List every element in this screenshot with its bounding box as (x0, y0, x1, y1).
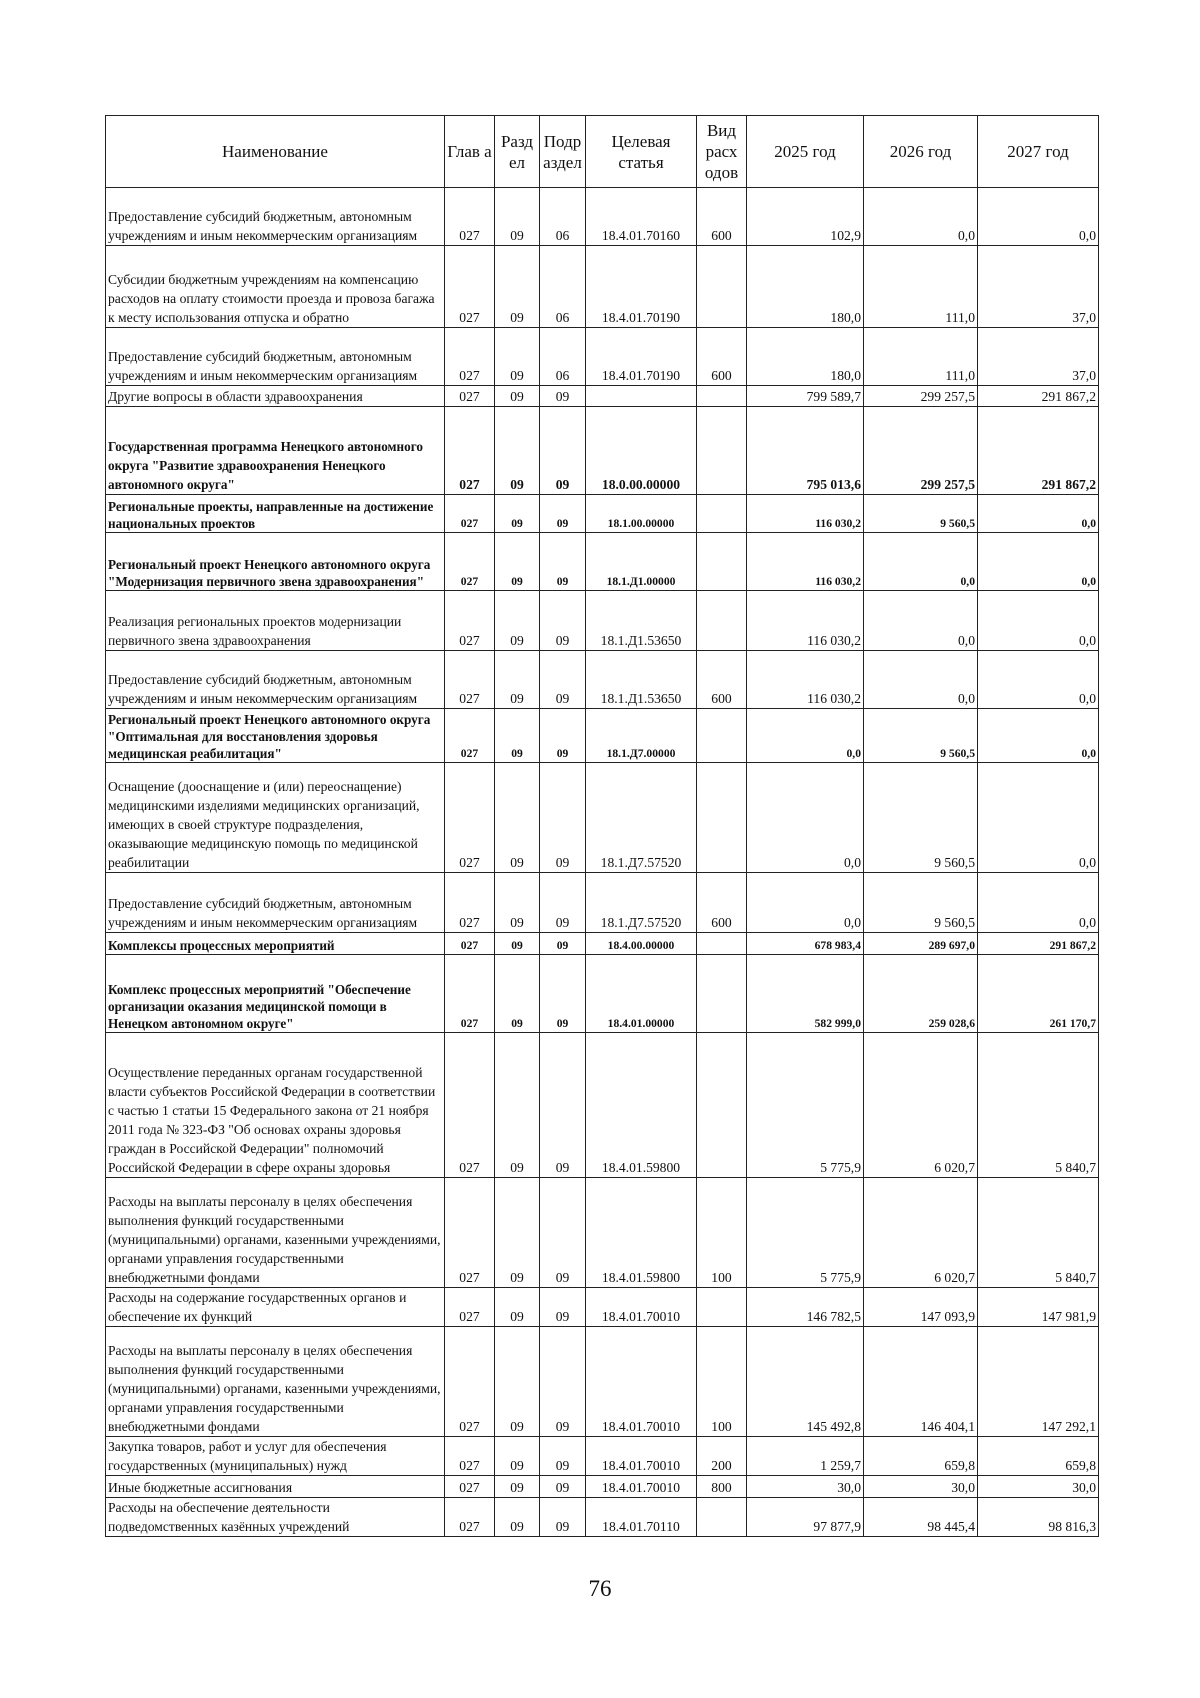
row-target (586, 386, 697, 407)
row-chapter: 027 (445, 1476, 495, 1498)
row-target: 18.4.01.70010 (586, 1288, 697, 1327)
row-name: Реализация региональных проектов модернизации первичного звена здравоохранения (106, 591, 445, 651)
header-2025: 2025 год (747, 116, 864, 188)
row-expense-type (697, 763, 747, 873)
row-target: 18.4.01.59800 (586, 1033, 697, 1178)
row-section: 09 (495, 709, 540, 763)
row-section: 09 (495, 386, 540, 407)
row-chapter: 027 (445, 955, 495, 1033)
row-2026: 259 028,6 (864, 955, 978, 1033)
row-2025: 116 030,2 (747, 591, 864, 651)
row-expense-type (697, 933, 747, 955)
row-2025: 146 782,5 (747, 1288, 864, 1327)
table-row (106, 955, 1099, 1033)
row-target: 18.4.00.00000 (586, 933, 697, 955)
row-expense-type (697, 1033, 747, 1178)
row-subsection: 09 (540, 1288, 586, 1327)
row-2027: 659,8 (978, 1437, 1099, 1476)
row-subsection: 09 (540, 763, 586, 873)
row-2025: 678 983,4 (747, 933, 864, 955)
table-header-row (106, 116, 1099, 188)
row-2027: 147 292,1 (978, 1327, 1099, 1437)
row-2026: 111,0 (864, 246, 978, 328)
row-2025: 180,0 (747, 328, 864, 386)
row-chapter: 027 (445, 1437, 495, 1476)
row-expense-type (697, 495, 747, 533)
row-2025: 102,9 (747, 188, 864, 246)
row-2026: 30,0 (864, 1476, 978, 1498)
row-subsection: 09 (540, 1178, 586, 1288)
row-target: 18.4.01.70190 (586, 246, 697, 328)
row-subsection: 09 (540, 386, 586, 407)
row-section: 09 (495, 1476, 540, 1498)
row-expense-type (697, 1498, 747, 1537)
row-expense-type: 600 (697, 328, 747, 386)
row-section: 09 (495, 533, 540, 591)
row-2025: 30,0 (747, 1476, 864, 1498)
header-section: Разд ел (495, 116, 540, 188)
row-name: Предоставление субсидий бюджетным, автономным учреждениям и иным некоммерческим организациям (106, 873, 445, 933)
row-subsection: 09 (540, 1437, 586, 1476)
row-2027: 0,0 (978, 591, 1099, 651)
header-2026: 2026 год (864, 116, 978, 188)
row-chapter: 027 (445, 651, 495, 709)
row-subsection: 09 (540, 1327, 586, 1437)
row-2026: 289 697,0 (864, 933, 978, 955)
row-2026: 299 257,5 (864, 386, 978, 407)
table-row (106, 1437, 1099, 1476)
table-row (106, 1476, 1099, 1498)
row-2026: 9 560,5 (864, 763, 978, 873)
row-chapter: 027 (445, 709, 495, 763)
row-target: 18.1.Д7.57520 (586, 763, 697, 873)
row-expense-type (697, 407, 747, 495)
row-name: Региональный проект Ненецкого автономного округа "Оптимальная для восстановления здоровья медицинская реабилитация" (106, 709, 445, 763)
row-chapter: 027 (445, 1288, 495, 1327)
row-target: 18.1.00.00000 (586, 495, 697, 533)
table-body (106, 188, 1099, 1537)
row-target: 18.1.Д7.57520 (586, 873, 697, 933)
row-2027: 37,0 (978, 328, 1099, 386)
row-2025: 582 999,0 (747, 955, 864, 1033)
row-2025: 145 492,8 (747, 1327, 864, 1437)
table-row (106, 933, 1099, 955)
row-name: Государственная программа Ненецкого автономного округа "Развитие здравоохранения Ненецкого автономного округа" (106, 407, 445, 495)
table-row (106, 651, 1099, 709)
row-2027: 147 981,9 (978, 1288, 1099, 1327)
row-name: Субсидии бюджетным учреждениям на компенсацию расходов на оплату стоимости проезда и провоза багажа к месту использования отпуска и обратно (106, 246, 445, 328)
row-subsection: 09 (540, 709, 586, 763)
header-chapter: Глав а (445, 116, 495, 188)
row-expense-type (697, 533, 747, 591)
row-section: 09 (495, 651, 540, 709)
row-section: 09 (495, 407, 540, 495)
row-chapter: 027 (445, 873, 495, 933)
row-chapter: 027 (445, 495, 495, 533)
row-subsection: 09 (540, 533, 586, 591)
row-chapter: 027 (445, 386, 495, 407)
row-target: 18.1.Д1.53650 (586, 591, 697, 651)
row-expense-type (697, 246, 747, 328)
row-subsection: 09 (540, 1033, 586, 1178)
row-expense-type (697, 955, 747, 1033)
row-chapter: 027 (445, 188, 495, 246)
row-section: 09 (495, 591, 540, 651)
row-section: 09 (495, 328, 540, 386)
row-name: Расходы на выплаты персоналу в целях обеспечения выполнения функций государственными (муниципальными) органами, казенными учреждениями, органами управления государственными внебюджетными фондами (106, 1178, 445, 1288)
row-subsection: 06 (540, 188, 586, 246)
table-row (106, 1178, 1099, 1288)
row-chapter: 027 (445, 1178, 495, 1288)
row-subsection: 09 (540, 873, 586, 933)
row-2026: 0,0 (864, 533, 978, 591)
row-2026: 0,0 (864, 651, 978, 709)
table-row (106, 533, 1099, 591)
row-subsection: 09 (540, 495, 586, 533)
row-2025: 0,0 (747, 873, 864, 933)
table-row (106, 709, 1099, 763)
table-row (106, 873, 1099, 933)
row-2026: 6 020,7 (864, 1178, 978, 1288)
page-number: 76 (588, 1576, 612, 1601)
row-chapter: 027 (445, 591, 495, 651)
row-2027: 98 816,3 (978, 1498, 1099, 1537)
row-section: 09 (495, 1327, 540, 1437)
row-expense-type: 800 (697, 1476, 747, 1498)
row-2026: 0,0 (864, 591, 978, 651)
row-2026: 111,0 (864, 328, 978, 386)
table-row (106, 1033, 1099, 1178)
row-expense-type: 200 (697, 1437, 747, 1476)
table-row (106, 407, 1099, 495)
row-section: 09 (495, 955, 540, 1033)
row-target: 18.4.01.59800 (586, 1178, 697, 1288)
header-subsection: Подр аздел (540, 116, 586, 188)
row-name: Предоставление субсидий бюджетным, автономным учреждениям и иным некоммерческим организациям (106, 188, 445, 246)
table-row (106, 188, 1099, 246)
row-2026: 9 560,5 (864, 873, 978, 933)
table-row (106, 246, 1099, 328)
row-2027: 261 170,7 (978, 955, 1099, 1033)
row-expense-type (697, 1288, 747, 1327)
row-2026: 146 404,1 (864, 1327, 978, 1437)
row-2027: 291 867,2 (978, 407, 1099, 495)
row-2027: 0,0 (978, 495, 1099, 533)
row-chapter: 027 (445, 1327, 495, 1437)
row-name: Региональные проекты, направленные на достижение национальных проектов (106, 495, 445, 533)
row-section: 09 (495, 873, 540, 933)
row-2025: 1 259,7 (747, 1437, 864, 1476)
row-name: Оснащение (дооснащение и (или) переоснащение) медицинскими изделиями медицинских организаций, имеющих в своей структуре подразделения, оказывающие медицинскую помощь по медицинской реабилитации (106, 763, 445, 873)
row-subsection: 09 (540, 651, 586, 709)
row-section: 09 (495, 1498, 540, 1537)
row-expense-type (697, 386, 747, 407)
table-row (106, 1498, 1099, 1537)
table-row (106, 495, 1099, 533)
row-target: 18.1.Д1.53650 (586, 651, 697, 709)
row-chapter: 027 (445, 407, 495, 495)
row-target: 18.4.01.70010 (586, 1476, 697, 1498)
row-2027: 291 867,2 (978, 386, 1099, 407)
row-chapter: 027 (445, 328, 495, 386)
row-name: Комплексы процессных мероприятий (106, 933, 445, 955)
row-2027: 30,0 (978, 1476, 1099, 1498)
row-2026: 299 257,5 (864, 407, 978, 495)
row-2025: 0,0 (747, 763, 864, 873)
row-name: Расходы на выплаты персоналу в целях обеспечения выполнения функций государственными (муниципальными) органами, казенными учреждениями, органами управления государственными внебюджетными фондами (106, 1327, 445, 1437)
row-2026: 98 445,4 (864, 1498, 978, 1537)
table-row (106, 763, 1099, 873)
row-2027: 0,0 (978, 873, 1099, 933)
row-2025: 799 589,7 (747, 386, 864, 407)
row-name: Иные бюджетные ассигнования (106, 1476, 445, 1498)
table-row (106, 328, 1099, 386)
row-2025: 5 775,9 (747, 1033, 864, 1178)
row-subsection: 09 (540, 591, 586, 651)
row-subsection: 09 (540, 1476, 586, 1498)
row-2027: 37,0 (978, 246, 1099, 328)
row-chapter: 027 (445, 933, 495, 955)
table-row (106, 1288, 1099, 1327)
row-subsection: 09 (540, 955, 586, 1033)
row-expense-type (697, 709, 747, 763)
row-subsection: 09 (540, 1498, 586, 1537)
row-2027: 291 867,2 (978, 933, 1099, 955)
row-name: Осуществление переданных органам государственной власти субъектов Российской Федерации в соответствии с частью 1 статьи 15 Федерального закона от 21 ноября 2011 года № 323-ФЗ "Об основах охраны здоровья граждан в Российской Федерации" полномочий Российской Федерации в сфере охраны здоровья (106, 1033, 445, 1178)
row-2025: 5 775,9 (747, 1178, 864, 1288)
row-expense-type: 100 (697, 1178, 747, 1288)
row-2025: 180,0 (747, 246, 864, 328)
row-target: 18.4.01.70190 (586, 328, 697, 386)
row-section: 09 (495, 495, 540, 533)
row-section: 09 (495, 1178, 540, 1288)
row-subsection: 06 (540, 328, 586, 386)
row-2027: 5 840,7 (978, 1033, 1099, 1178)
row-expense-type: 100 (697, 1327, 747, 1437)
row-2027: 0,0 (978, 709, 1099, 763)
header-name: Наименование (106, 116, 445, 188)
row-subsection: 06 (540, 246, 586, 328)
row-2027: 0,0 (978, 763, 1099, 873)
row-chapter: 027 (445, 763, 495, 873)
row-target: 18.4.01.70010 (586, 1437, 697, 1476)
row-chapter: 027 (445, 533, 495, 591)
row-subsection: 09 (540, 933, 586, 955)
row-2025: 116 030,2 (747, 651, 864, 709)
row-chapter: 027 (445, 1033, 495, 1178)
row-name: Предоставление субсидий бюджетным, автономным учреждениям и иным некоммерческим организациям (106, 651, 445, 709)
row-section: 09 (495, 1288, 540, 1327)
row-2026: 6 020,7 (864, 1033, 978, 1178)
header-target: Целевая статья (586, 116, 697, 188)
row-subsection: 09 (540, 407, 586, 495)
row-target: 18.1.Д1.00000 (586, 533, 697, 591)
row-target: 18.4.01.70160 (586, 188, 697, 246)
row-2025: 97 877,9 (747, 1498, 864, 1537)
row-2025: 116 030,2 (747, 495, 864, 533)
table-row (106, 386, 1099, 407)
row-expense-type: 600 (697, 873, 747, 933)
row-name: Расходы на обеспечение деятельности подведомственных казённых учреждений (106, 1498, 445, 1537)
row-2026: 9 560,5 (864, 495, 978, 533)
row-2026: 659,8 (864, 1437, 978, 1476)
row-section: 09 (495, 1437, 540, 1476)
row-2026: 147 093,9 (864, 1288, 978, 1327)
table-row (106, 591, 1099, 651)
budget-table (105, 115, 1099, 1537)
row-2025: 795 013,6 (747, 407, 864, 495)
row-section: 09 (495, 188, 540, 246)
header-2027: 2027 год (978, 116, 1099, 188)
row-section: 09 (495, 763, 540, 873)
row-expense-type: 600 (697, 188, 747, 246)
row-name: Закупка товаров, работ и услуг для обеспечения государственных (муниципальных) нужд (106, 1437, 445, 1476)
row-target: 18.4.01.70010 (586, 1327, 697, 1437)
row-name: Другие вопросы в области здравоохранения (106, 386, 445, 407)
row-chapter: 027 (445, 1498, 495, 1537)
row-2027: 0,0 (978, 651, 1099, 709)
row-name: Расходы на содержание государственных органов и обеспечение их функций (106, 1288, 445, 1327)
row-name: Региональный проект Ненецкого автономного округа "Модернизация первичного звена здравоохранения" (106, 533, 445, 591)
row-target: 18.0.00.00000 (586, 407, 697, 495)
row-section: 09 (495, 246, 540, 328)
header-expense-type: Вид расх одов (697, 116, 747, 188)
row-target: 18.4.01.70110 (586, 1498, 697, 1537)
row-2025: 116 030,2 (747, 533, 864, 591)
row-target: 18.4.01.00000 (586, 955, 697, 1033)
row-expense-type: 600 (697, 651, 747, 709)
row-name: Предоставление субсидий бюджетным, автономным учреждениям и иным некоммерческим организациям (106, 328, 445, 386)
row-chapter: 027 (445, 246, 495, 328)
row-2027: 0,0 (978, 188, 1099, 246)
row-2027: 0,0 (978, 533, 1099, 591)
row-name: Комплекс процессных мероприятий "Обеспечение организации оказания медицинской помощи в Ненецком автономном округе" (106, 955, 445, 1033)
row-section: 09 (495, 1033, 540, 1178)
table-row (106, 1327, 1099, 1437)
row-2025: 0,0 (747, 709, 864, 763)
row-section: 09 (495, 933, 540, 955)
row-2026: 0,0 (864, 188, 978, 246)
row-target: 18.1.Д7.00000 (586, 709, 697, 763)
row-2026: 9 560,5 (864, 709, 978, 763)
row-expense-type (697, 591, 747, 651)
row-2027: 5 840,7 (978, 1178, 1099, 1288)
